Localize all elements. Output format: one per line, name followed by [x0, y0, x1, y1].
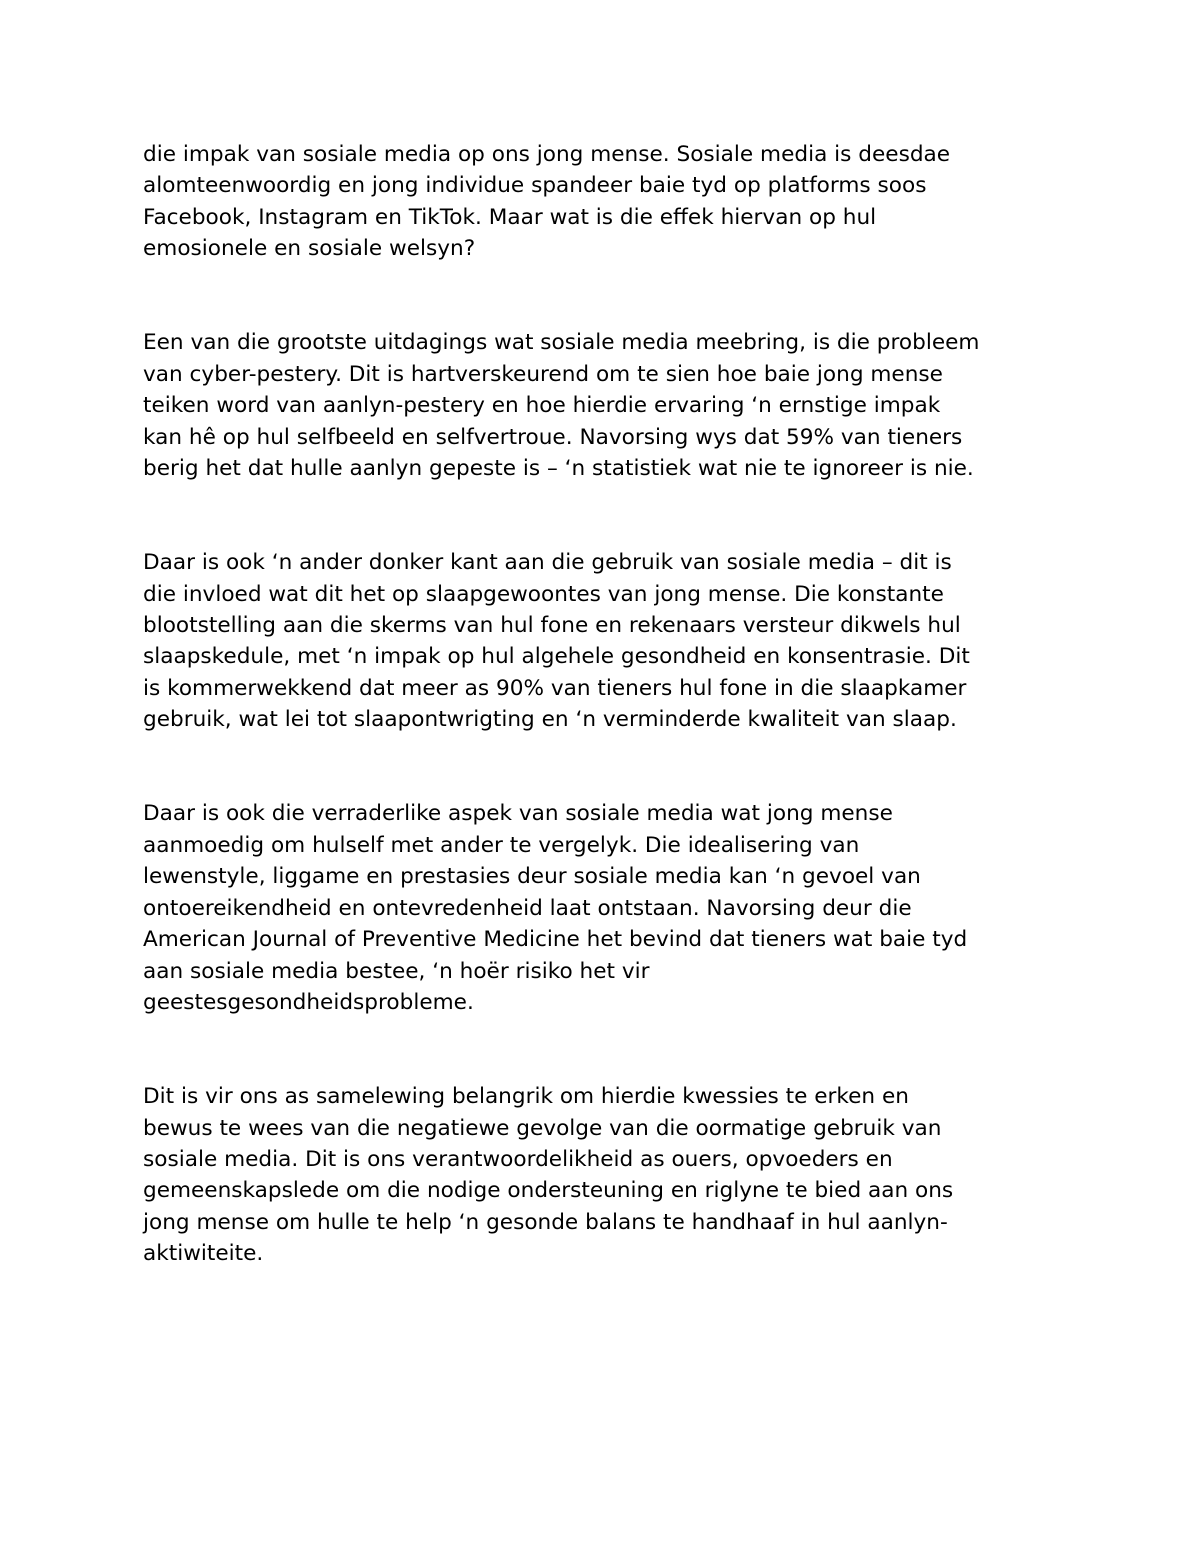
text-line: jong mense om hulle te help ‘n gesonde balans te handhaaf in hul aanlyn- [143, 1209, 948, 1235]
text-line: Daar is ook die verraderlike aspek van sosiale media wat jong mense [143, 801, 893, 827]
document-body [143, 139, 1073, 1270]
text-line: bewus te wees van die negatiewe gevolge van die oormatige gebruik van [143, 1115, 942, 1141]
text-line: Daar is ook ‘n ander donker kant aan die gebruik van sosiale media – dit is [143, 550, 952, 576]
text-line: teiken word van aanlyn-pestery en hoe hierdie ervaring ‘n ernstige impak [143, 393, 941, 419]
text-line: lewenstyle, liggame en prestasies deur sosiale media kan ‘n gevoel van [143, 864, 921, 890]
text-line: aan sosiale media bestee, ‘n hoër risiko het vir [143, 958, 650, 984]
text-line: Een van die grootste uitdagings wat sosiale media meebring, is die probleem [143, 330, 980, 356]
text-line: van cyber-pestery. Dit is hartverskeurend om te sien hoe baie jong mense [143, 361, 943, 387]
text-line: American Journal of Preventive Medicine het bevind dat tieners wat baie tyd [143, 927, 968, 953]
text-line: sosiale media. Dit is ons verantwoordelikheid as ouers, opvoeders en [143, 1146, 893, 1172]
text-line: slaapskedule, met ‘n impak op hul algehele gesondheid en konsentrasie. Dit [143, 644, 970, 670]
paragraph-sleep [143, 547, 1073, 735]
text-line: Dit is vir ons as samelewing belangrik om hierdie kwessies te erken en [143, 1084, 909, 1110]
text-line: blootstelling aan die skerms van hul fone en rekenaars versteur dikwels hul [143, 613, 961, 639]
text-line: geestesgesondheidsprobleme. [143, 989, 474, 1015]
text-line: gebruik, wat lei tot slaapontwrigting en ‘n verminderde kwaliteit van slaap. [143, 707, 957, 733]
text-line: alomteenwoordig en jong individue spandeer baie tyd op platforms soos [143, 173, 927, 199]
text-line: emosionele en sosiale welsyn? [143, 236, 476, 262]
text-line: Facebook, Instagram en TikTok. Maar wat is die effek hiervan op hul [143, 204, 877, 230]
text-line: die invloed wat dit het op slaapgewoontes van jong mense. Die konstante [143, 581, 944, 607]
text-line: die impak van sosiale media op ons jong mense. Sosiale media is deesdae [143, 142, 951, 167]
text-line: is kommerwekkend dat meer as 90% van tieners hul fone in die slaapkamer [143, 675, 967, 701]
paragraph-comparison [143, 798, 1073, 1018]
text-line: kan hê op hul selfbeeld en selfvertroue. Navorsing wys dat 59% van tieners [143, 424, 963, 450]
paragraph-cyberbullying [143, 327, 1073, 484]
paragraph-intro [143, 139, 1073, 265]
paragraph-conclusion [143, 1081, 1073, 1269]
text-line: ontoereikendheid en ontevredenheid laat ontstaan. Navorsing deur die [143, 895, 912, 921]
text-line: berig het dat hulle aanlyn gepeste is – ‘n statistiek wat nie te ignoreer is nie. [143, 456, 974, 482]
text-line: aanmoedig om hulself met ander te vergelyk. Die idealisering van [143, 832, 860, 858]
text-line: aktiwiteite. [143, 1241, 264, 1267]
text-line: gemeenskapslede om die nodige ondersteuning en riglyne te bied aan ons [143, 1178, 954, 1204]
